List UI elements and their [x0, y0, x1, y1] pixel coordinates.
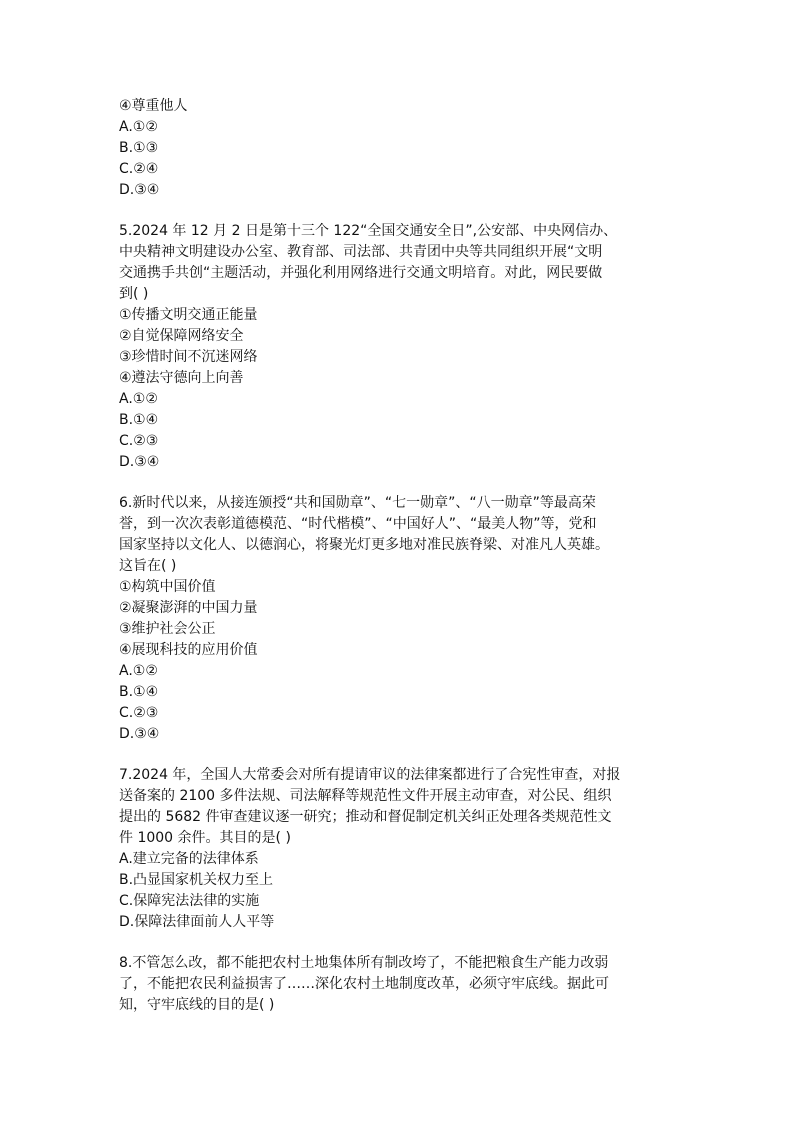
- question-stem-line: 6.新时代以来，从接连颁授“共和国勋章”、“七一勋章”、“八一勋章”等最高荣: [119, 495, 596, 511]
- option-d: D.③④: [119, 454, 160, 470]
- statement: ④遵法守德向上向善: [119, 370, 244, 386]
- question-stem-line: 国家坚持以文化人、以德润心，将聚光灯更多地对准民族脊梁、对准凡人英雄。: [119, 537, 609, 553]
- question-stem-line: 8.不管怎么改，都不能把农村土地集体所有制改垮了，不能把粮食生产能力改弱: [119, 955, 609, 971]
- option-b: B.①④: [119, 684, 159, 700]
- statement: ④尊重他人: [119, 98, 188, 114]
- statement: ③珍惜时间不沉迷网络: [119, 349, 258, 365]
- question-stem-line: 这旨在( ): [119, 558, 177, 574]
- option-c: C.②③: [119, 433, 159, 449]
- exam-page: [119, 96, 689, 1016]
- option-a: A.①②: [119, 119, 158, 135]
- statement: ④展现科技的应用价值: [119, 642, 258, 658]
- option-a: A.建立完备的法律体系: [119, 851, 259, 867]
- question-stem-line: 知，守牢底线的目的是( ): [119, 997, 275, 1013]
- statement: ①构筑中国价值: [119, 579, 216, 595]
- question-8: [119, 953, 689, 1016]
- question-5: [119, 221, 689, 473]
- option-b: B.凸显国家机关权力至上: [119, 872, 274, 888]
- question-stem-line: 送备案的 2100 多件法规、司法解释等规范性文件开展主动审查，对公民、组织: [119, 788, 612, 804]
- statement: ②凝聚澎湃的中国力量: [119, 600, 258, 616]
- question-7: [119, 765, 689, 933]
- option-d: D.③④: [119, 182, 160, 198]
- question-stem-line: 7.2024 年，全国人大常委会对所有提请审议的法律案都进行了合宪性审查，对报: [119, 767, 621, 783]
- question-stem-line: 了，不能把农民利益损害了……深化农村土地制度改革，必须守牢底线。据此可: [119, 976, 609, 992]
- option-c: C.②③: [119, 705, 159, 721]
- statement: ③维护社会公正: [119, 621, 216, 637]
- statement: ②自觉保障网络安全: [119, 328, 244, 344]
- question-4-tail: [119, 96, 689, 201]
- option-d: D.③④: [119, 726, 160, 742]
- question-stem-line: 誉，到一次次表彰道德模范、“时代楷模”、“中国好人”、“最美人物”等，党和: [119, 516, 597, 532]
- question-stem-line: 交通携手共创“主题活动，并强化利用网络进行交通文明培育。对此，网民要做: [119, 265, 603, 281]
- option-c: C.②④: [119, 161, 159, 177]
- question-6: [119, 493, 689, 745]
- option-c: C.保障宪法法律的实施: [119, 893, 260, 909]
- question-stem-line: 5.2024 年 12 月 2 日是第十三个 122“全国交通安全日”,公安部、中央网信办、: [119, 223, 618, 239]
- option-a: A.①②: [119, 391, 158, 407]
- option-a: A.①②: [119, 663, 158, 679]
- question-stem-line: 件 1000 余件。其目的是( ): [119, 830, 291, 846]
- question-stem-line: 中央精神文明建设办公室、教育部、司法部、共青团中央等共同组织开展“文明: [119, 244, 603, 260]
- option-b: B.①④: [119, 412, 159, 428]
- option-b: B.①③: [119, 140, 159, 156]
- question-stem-line: 到( ): [119, 286, 149, 302]
- option-d: D.保障法律面前人人平等: [119, 914, 275, 930]
- question-stem-line: 提出的 5682 件审查建议逐一研究；推动和督促制定机关纠正处理各类规范性文: [119, 809, 612, 825]
- statement: ①传播文明交通正能量: [119, 307, 258, 323]
